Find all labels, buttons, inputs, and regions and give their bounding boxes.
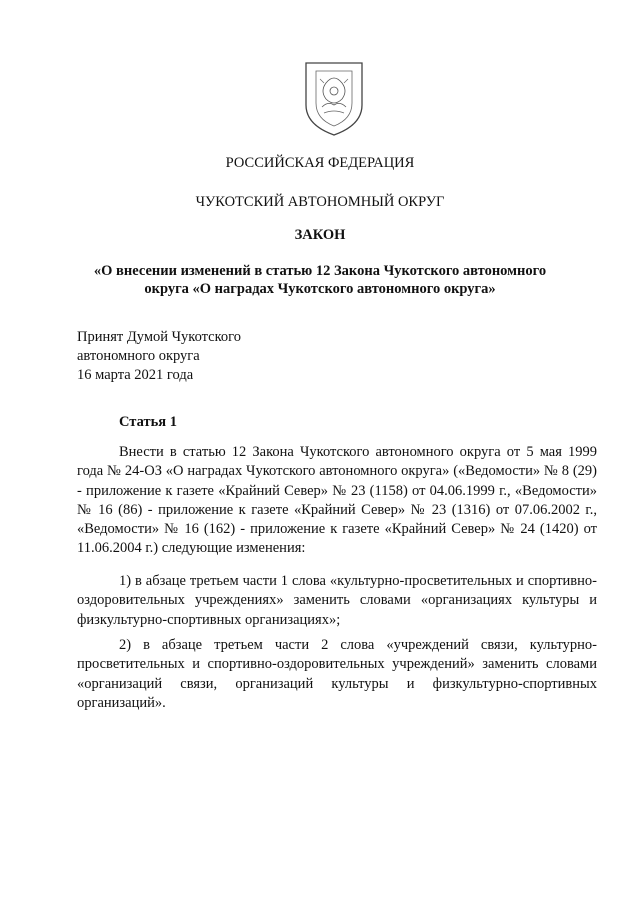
amendment-item-2: 2) в абзаце третьем части 2 слова «учреждений связи, культурно-просветительных и спортивно-оздоровительных учреждений» заменить словами «организаций связи, организаций культуры и физкультурно-спортивных организаций». (77, 637, 597, 711)
article-heading: Статья 1 (119, 414, 177, 430)
country-name: РОССИЙСКАЯ ФЕДЕРАЦИЯ (225, 155, 415, 171)
amendment-item-1: 1) в абзаце третьем части 1 слова «культурно-просветительных и спортивно-оздоровительных учреждениях» заменить словами «организациях культуры и физкультурно-спортивных организациях»; (77, 573, 597, 628)
region-name: ЧУКОТСКИЙ АВТОНОМНЫЙ ОКРУГ (195, 194, 445, 210)
coat-of-arms-icon (302, 61, 366, 137)
adoption-date: 16 марта 2021 года (77, 367, 194, 383)
adoption-line-2: автономного округа (77, 348, 200, 364)
adoption-info (77, 328, 241, 385)
article-intro-paragraph: Внести в статью 12 Закона Чукотского автономного округа от 5 мая 1999 года № 24-ОЗ «О наградах Чукотского автономного округа» («Ведомости» № 8 (29) - приложение к газете «Крайний Север» № 23 (1158) от 04.06.1999 г., «Ведомости» № 16 (86) - приложение к газете «Крайний Север» № 23 (1316) от 07.06.2002 г., «Ведомости» № 16 (162) - приложение к газете «Крайний Север» № 24 (1420) от 11.06.2004 г.) следующие изменения: (77, 444, 597, 557)
adoption-line-1: Принят Думой Чукотского (77, 329, 242, 345)
law-title: «О внесении изменений в статью 12 Закона Чукотского автономного округа «О наградах Чукотского автономного округа» (93, 263, 547, 297)
document-type: ЗАКОН (294, 227, 346, 243)
